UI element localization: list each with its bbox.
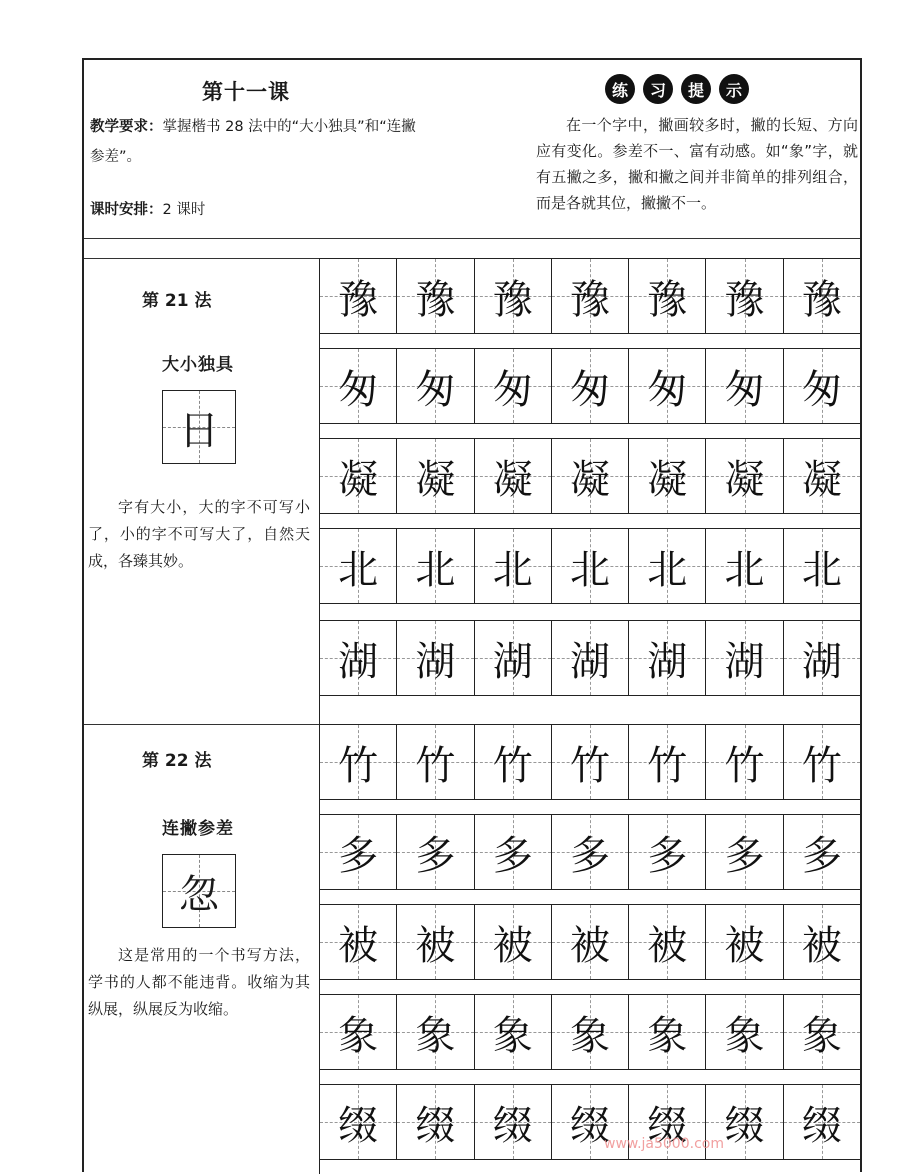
practice-cell	[475, 439, 552, 513]
practice-cell	[475, 621, 552, 695]
practice-character: 被	[724, 922, 765, 969]
practice-character: 多	[492, 832, 533, 879]
practice-cell	[784, 725, 861, 799]
practice-cell	[552, 529, 629, 603]
practice-character: 被	[415, 922, 456, 969]
practice-cell	[397, 439, 474, 513]
practice-character: 多	[724, 832, 765, 879]
practice-character: 竹	[801, 742, 842, 789]
practice-cell	[784, 349, 861, 423]
practice-character: 湖	[724, 638, 765, 685]
example-character-box	[162, 390, 236, 464]
practice-character: 竹	[415, 742, 456, 789]
practice-cell	[475, 349, 552, 423]
practice-cell	[397, 621, 474, 695]
practice-character: 被	[801, 922, 842, 969]
practice-cell	[629, 349, 706, 423]
requirements-text: 掌握楷书 28 法中的“大小独具”和“连撇参差”。	[90, 119, 416, 165]
practice-row	[320, 724, 861, 800]
tip-badge: 提	[681, 74, 711, 104]
practice-character: 湖	[415, 638, 456, 685]
practice-cell	[397, 905, 474, 979]
practice-cell	[629, 259, 706, 333]
practice-character: 被	[569, 922, 610, 969]
practice-cell	[706, 529, 783, 603]
rule-section-21	[84, 258, 860, 724]
practice-cell	[706, 995, 783, 1069]
practice-cell	[629, 621, 706, 695]
practice-character: 多	[801, 832, 842, 879]
practice-character: 竹	[492, 742, 533, 789]
practice-cell	[784, 1085, 861, 1159]
practice-cell	[320, 905, 397, 979]
practice-cell	[629, 439, 706, 513]
practice-character: 缀	[338, 1102, 379, 1149]
rule-number: 第 21 法	[142, 291, 212, 311]
practice-cell	[320, 995, 397, 1069]
practice-cell	[706, 349, 783, 423]
practice-character: 象	[338, 1012, 379, 1059]
practice-cell	[706, 815, 783, 889]
practice-character: 匆	[415, 366, 456, 413]
practice-cell	[552, 439, 629, 513]
practice-character: 豫	[492, 276, 533, 323]
practice-character: 竹	[647, 742, 688, 789]
rule-description: 这是常用的一个书写方法，学书的人都不能违背。收缩为其纵展，纵展反为收缩。	[88, 946, 310, 1018]
practice-character: 象	[569, 1012, 610, 1059]
practice-tips-title	[605, 74, 749, 104]
lesson-title: 第十一课	[202, 80, 290, 104]
practice-cell	[320, 349, 397, 423]
practice-cell	[475, 905, 552, 979]
practice-cell	[784, 259, 861, 333]
practice-character: 缀	[569, 1102, 610, 1149]
practice-character: 被	[492, 922, 533, 969]
practice-character: 北	[647, 546, 688, 593]
lesson-header	[84, 60, 860, 242]
practice-cell	[320, 1085, 397, 1159]
practice-character: 匆	[724, 366, 765, 413]
practice-row	[320, 904, 861, 980]
practice-cell	[397, 725, 474, 799]
practice-character: 北	[569, 546, 610, 593]
practice-row	[320, 994, 861, 1070]
practice-row	[320, 620, 861, 696]
practice-cell	[706, 439, 783, 513]
practice-row	[320, 348, 861, 424]
practice-cell	[784, 815, 861, 889]
practice-grid	[319, 258, 861, 724]
practice-character: 缀	[724, 1102, 765, 1149]
example-character-box	[162, 854, 236, 928]
practice-cell	[397, 995, 474, 1069]
practice-cell	[552, 815, 629, 889]
practice-character: 多	[415, 832, 456, 879]
practice-cell	[629, 725, 706, 799]
practice-tips-text: 在一个字中，撇画较多时，撇的长短、方向应有变化。参差不一、富有动感。如“象”字，就有五撇之多，撇和撇之间并非简单的排列组合，而是各就其位，撇撇不一。	[536, 116, 858, 212]
practice-cell	[629, 815, 706, 889]
tip-badge: 习	[643, 74, 673, 104]
tip-badge: 练	[605, 74, 635, 104]
practice-character: 多	[569, 832, 610, 879]
practice-cell	[784, 621, 861, 695]
practice-character: 缀	[492, 1102, 533, 1149]
practice-grid	[319, 724, 861, 1174]
practice-cell	[320, 529, 397, 603]
practice-cell	[552, 905, 629, 979]
practice-cell	[629, 529, 706, 603]
practice-cell	[784, 995, 861, 1069]
practice-row	[320, 1084, 861, 1160]
practice-cell	[475, 529, 552, 603]
rule-description: 字有大小，大的字不可写小了，小的字不可写大了，自然天成，各臻其妙。	[88, 498, 310, 570]
practice-character: 被	[647, 922, 688, 969]
practice-cell	[397, 349, 474, 423]
practice-cell	[552, 349, 629, 423]
practice-cell	[629, 995, 706, 1069]
practice-character: 缀	[647, 1102, 688, 1149]
practice-cell	[397, 815, 474, 889]
class-schedule	[90, 198, 205, 219]
practice-cell	[552, 259, 629, 333]
practice-cell	[475, 815, 552, 889]
schedule-label: 课时安排：	[90, 202, 163, 218]
practice-character: 象	[801, 1012, 842, 1059]
practice-character: 匆	[801, 366, 842, 413]
practice-cell	[475, 995, 552, 1069]
example-character: 忽	[179, 871, 219, 918]
practice-character: 缀	[801, 1102, 842, 1149]
practice-cell	[706, 621, 783, 695]
practice-character: 多	[647, 832, 688, 879]
practice-cell	[397, 529, 474, 603]
practice-row	[320, 258, 861, 334]
practice-character: 匆	[492, 366, 533, 413]
practice-character: 凝	[801, 456, 842, 503]
practice-character: 匆	[569, 366, 610, 413]
practice-cell	[706, 905, 783, 979]
practice-character: 象	[415, 1012, 456, 1059]
rule-name: 连撇参差	[162, 819, 234, 839]
practice-cell	[475, 1085, 552, 1159]
practice-character: 竹	[569, 742, 610, 789]
teaching-requirements	[90, 112, 420, 172]
practice-row	[320, 814, 861, 890]
practice-character: 被	[338, 922, 379, 969]
practice-character: 湖	[338, 638, 379, 685]
practice-character: 豫	[724, 276, 765, 323]
practice-row	[320, 528, 861, 604]
practice-character: 北	[724, 546, 765, 593]
practice-cell	[475, 259, 552, 333]
practice-character: 竹	[724, 742, 765, 789]
practice-cell	[397, 1085, 474, 1159]
divider	[84, 238, 860, 239]
tip-badge: 示	[719, 74, 749, 104]
practice-character: 凝	[647, 456, 688, 503]
practice-character: 湖	[801, 638, 842, 685]
practice-cell	[784, 905, 861, 979]
practice-character: 豫	[569, 276, 610, 323]
practice-character: 多	[338, 832, 379, 879]
practice-character: 凝	[338, 456, 379, 503]
watermark: www.ja5000.com	[604, 1136, 724, 1152]
worksheet-page	[82, 58, 862, 1172]
practice-cell	[320, 439, 397, 513]
practice-character: 北	[415, 546, 456, 593]
rule-number: 第 22 法	[142, 751, 212, 771]
practice-character: 豫	[415, 276, 456, 323]
practice-character: 象	[647, 1012, 688, 1059]
practice-character: 北	[801, 546, 842, 593]
practice-cell	[320, 815, 397, 889]
schedule-text: 2 课时	[162, 202, 206, 218]
practice-cell	[784, 529, 861, 603]
practice-character: 豫	[801, 276, 842, 323]
practice-character: 湖	[647, 638, 688, 685]
rule-name: 大小独具	[162, 355, 234, 375]
practice-cell	[706, 259, 783, 333]
practice-character: 匆	[647, 366, 688, 413]
practice-cell	[706, 725, 783, 799]
practice-cell	[629, 905, 706, 979]
practice-character: 湖	[569, 638, 610, 685]
practice-cell	[552, 725, 629, 799]
practice-character: 凝	[415, 456, 456, 503]
practice-row	[320, 438, 861, 514]
practice-cell	[552, 995, 629, 1069]
practice-character: 北	[338, 546, 379, 593]
practice-character: 缀	[415, 1102, 456, 1149]
practice-character: 湖	[492, 638, 533, 685]
practice-cell	[320, 621, 397, 695]
practice-cell	[784, 439, 861, 513]
rule-section-22	[84, 724, 860, 1174]
practice-cell	[475, 725, 552, 799]
practice-cell	[320, 259, 397, 333]
example-character: 日	[179, 407, 219, 454]
practice-character: 竹	[338, 742, 379, 789]
practice-character: 北	[492, 546, 533, 593]
practice-character: 凝	[492, 456, 533, 503]
requirements-label: 教学要求：	[90, 119, 163, 135]
practice-cell	[320, 725, 397, 799]
practice-cell	[552, 621, 629, 695]
practice-cell	[397, 259, 474, 333]
practice-character: 凝	[724, 456, 765, 503]
practice-character: 豫	[338, 276, 379, 323]
practice-character: 凝	[569, 456, 610, 503]
practice-character: 象	[492, 1012, 533, 1059]
practice-character: 象	[724, 1012, 765, 1059]
practice-character: 匆	[338, 366, 379, 413]
practice-character: 豫	[647, 276, 688, 323]
